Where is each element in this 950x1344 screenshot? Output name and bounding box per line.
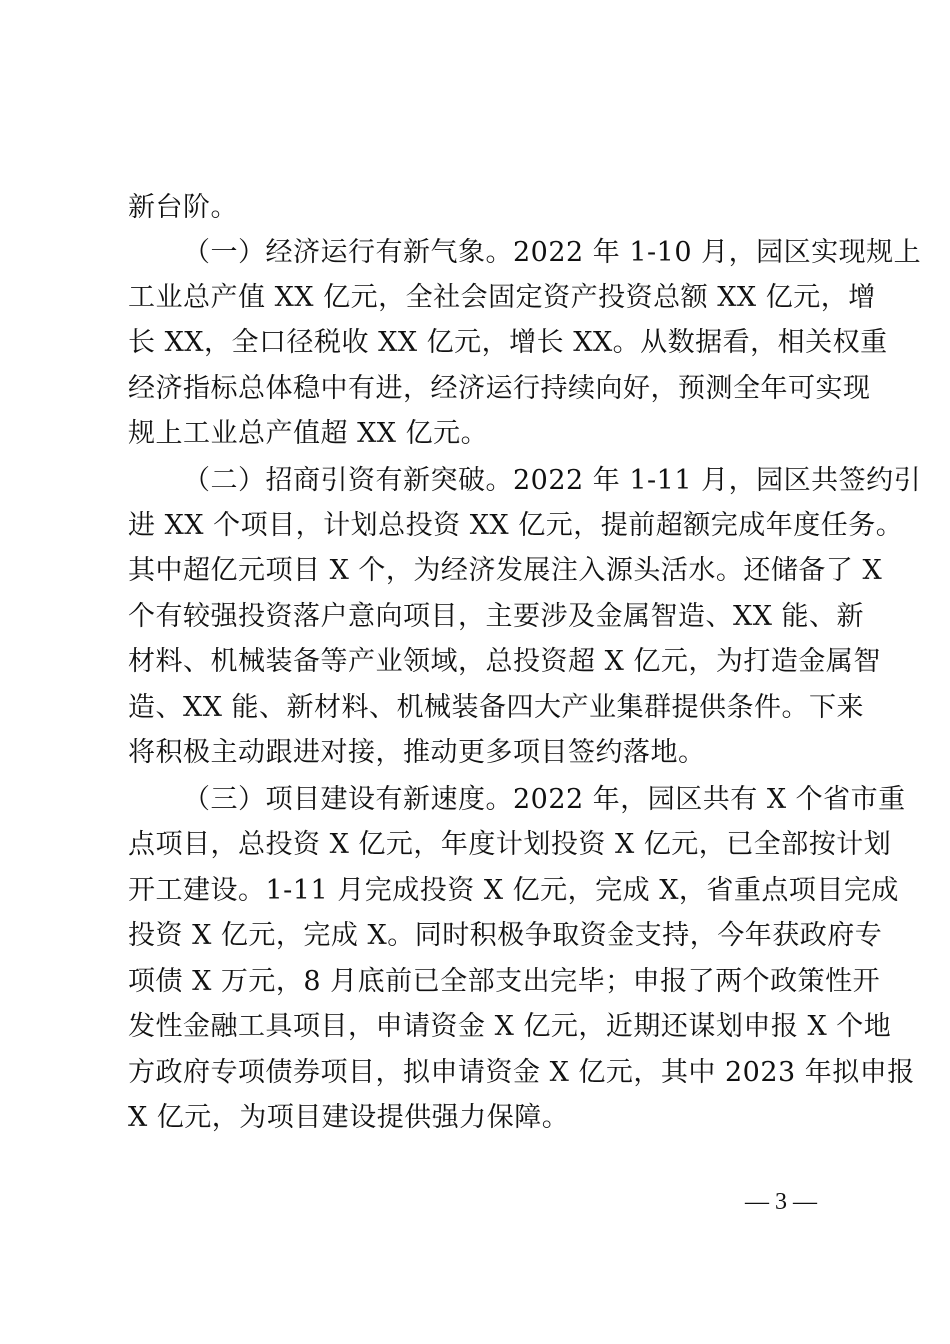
text-line-19: 发性金融工具项目，申请资金 X 亿元，近期还谋划申报 X 个地 xyxy=(128,1011,892,1042)
text-line-10: 个有较强投资落户意向项目，主要涉及金属智造、XX 能、新 xyxy=(128,601,865,632)
text-line-5: 经济指标总体稳中有进，经济运行持续向好，预测全年可实现 xyxy=(128,373,871,404)
text-line-13: 将积极主动跟进对接，推动更多项目签约落地。 xyxy=(128,737,706,768)
section-1-heading-line: （一）经济运行有新气象。2022 年 1-10 月，园区实现规上 xyxy=(183,237,922,268)
section-2-heading-line: （二）招商引资有新突破。2022 年 1-11 月，园区共签约引 xyxy=(183,465,922,496)
text-line-16: 开工建设。1-11 月完成投资 X 亿元，完成 X，省重点项目完成 xyxy=(128,875,899,906)
text-line-12: 造、XX 能、新材料、机械装备四大产业集群提供条件。下来 xyxy=(128,692,865,723)
text-line-6: 规上工业总产值超 XX 亿元。 xyxy=(128,418,489,449)
text-line-21: X 亿元，为项目建设提供强力保障。 xyxy=(128,1102,570,1133)
section-3-heading-line: （三）项目建设有新速度。2022 年，园区共有 X 个省市重 xyxy=(183,784,906,815)
text-line-1: 新台阶。 xyxy=(128,192,238,223)
text-line-9: 其中超亿元项目 X 个，为经济发展注入源头活水。还储备了 X xyxy=(128,555,883,586)
text-line-8: 进 XX 个项目，计划总投资 XX 亿元，提前超额完成年度任务。 xyxy=(128,510,904,541)
text-line-3: 工业总产值 XX 亿元，全社会固定资产投资总额 XX 亿元，增 xyxy=(128,282,876,313)
text-line-17: 投资 X 亿元，完成 X。同时积极争取资金支持，今年获政府专 xyxy=(128,920,883,951)
text-line-20: 方政府专项债券项目，拟申请资金 X 亿元，其中 2023 年拟申报 xyxy=(128,1057,915,1088)
text-line-18: 项债 X 万元，8 月底前已全部支出完毕；申报了两个政策性开 xyxy=(128,966,881,997)
page-number: — 3 — xyxy=(745,1189,817,1215)
text-line-11: 材料、机械装备等产业领域，总投资超 X 亿元，为打造金属智 xyxy=(128,646,881,677)
text-line-4: 长 XX，全口径税收 XX 亿元，增长 XX。从数据看，相关权重 xyxy=(128,327,888,358)
text-line-15: 点项目，总投资 X 亿元，年度计划投资 X 亿元，已全部按计划 xyxy=(128,829,892,860)
